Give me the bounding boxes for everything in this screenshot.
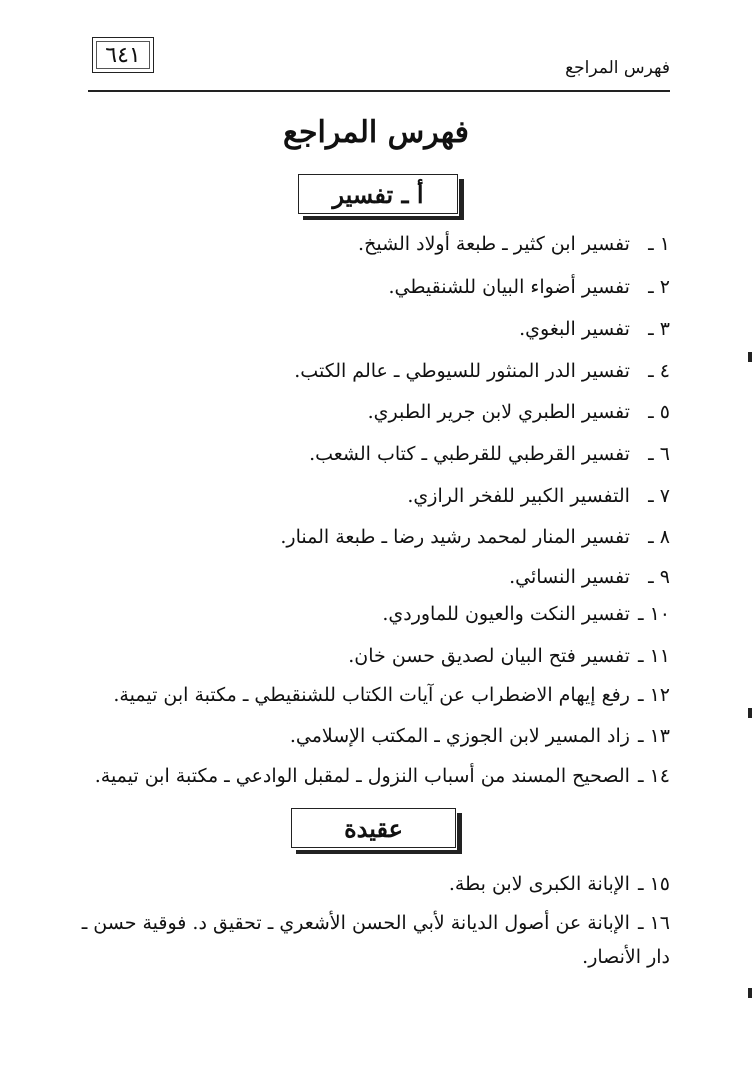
section-heading-label: أ ـ تفسير <box>332 179 424 209</box>
entry-number: ٩ ـ <box>648 566 670 588</box>
reference-entry <box>80 906 670 974</box>
entry-number: ٣ ـ <box>648 318 670 340</box>
entry-number: ١٣ ـ <box>637 725 670 747</box>
entry-text: تفسير ابن كثير ـ طبعة أولاد الشيخ. <box>358 233 630 255</box>
entry-number: ٢ ـ <box>648 276 670 298</box>
entry-text: رفع إيهام الاضطراب عن آيات الكتاب للشنقيطي ـ مكتبة ابن تيمية. <box>113 684 630 706</box>
entry-number: ١٦ ـ <box>637 912 670 934</box>
reference-entry <box>388 273 670 301</box>
entry-text: تفسير فتح البيان لصديق حسن خان. <box>348 645 630 667</box>
page-number-text: ٦٤١ <box>105 42 141 68</box>
entry-number: ٦ ـ <box>648 443 670 465</box>
section-heading-label: عقيدة <box>344 813 403 843</box>
entry-text: تفسير النسائي. <box>509 566 630 588</box>
entry-number: ١ ـ <box>648 233 670 255</box>
reference-entry <box>348 642 670 670</box>
reference-entry <box>290 722 670 750</box>
running-header: فهرس المراجع <box>565 58 670 78</box>
reference-entry <box>509 563 670 591</box>
section-heading-aqeeda <box>291 808 456 848</box>
entry-number: ٨ ـ <box>648 526 670 548</box>
reference-entry <box>382 600 670 628</box>
reference-entry <box>294 357 670 385</box>
entry-text: زاد المسير لابن الجوزي ـ المكتب الإسلامي. <box>289 725 630 747</box>
entry-text: تفسير المنار لمحمد رشيد رضا ـ طبعة المنار. <box>280 526 630 548</box>
entry-number: ٤ ـ <box>648 360 670 382</box>
reference-entry <box>113 681 670 709</box>
entry-text: الإبانة عن أصول الديانة لأبي الحسن الأشعري ـ تحقيق د. فوقية حسن ـ دار الأنصار. <box>81 912 670 968</box>
entry-text: تفسير البغوي. <box>519 318 630 340</box>
entry-text: الإبانة الكبرى لابن بطة. <box>448 873 630 895</box>
margin-mark <box>748 988 752 998</box>
margin-mark <box>748 708 752 718</box>
page-number <box>92 37 154 73</box>
entry-number: ١٥ ـ <box>637 873 670 895</box>
header-rule <box>88 90 670 92</box>
entry-number: ١٠ ـ <box>637 603 670 625</box>
entry-text: تفسير أضواء البيان للشنقيطي. <box>388 276 630 298</box>
entry-text: تفسير النكت والعيون للماوردي. <box>382 603 630 625</box>
reference-entry <box>407 482 670 510</box>
entry-number: ٧ ـ <box>648 485 670 507</box>
entry-number: ١١ ـ <box>637 645 670 667</box>
margin-mark <box>748 352 752 362</box>
entry-text: تفسير القرطبي للقرطبي ـ كتاب الشعب. <box>309 443 630 465</box>
entry-number: ١٤ ـ <box>637 765 670 787</box>
reference-entry <box>95 762 670 790</box>
reference-entry <box>280 523 670 551</box>
entry-text: تفسير الطبري لابن جرير الطبري. <box>367 401 630 423</box>
entry-text: تفسير الدر المنثور للسيوطي ـ عالم الكتب. <box>294 360 630 382</box>
entry-text: التفسير الكبير للفخر الرازي. <box>407 485 630 507</box>
reference-entry <box>519 315 670 343</box>
reference-entry <box>449 870 670 898</box>
entry-text: الصحيح المسند من أسباب النزول ـ لمقبل الوادعي ـ مكتبة ابن تيمية. <box>94 765 630 787</box>
reference-entry <box>368 398 670 426</box>
entry-number: ١٢ ـ <box>637 684 670 706</box>
page-title: فهرس المراجع <box>282 115 469 150</box>
reference-entry <box>309 440 670 468</box>
reference-entry <box>358 230 670 258</box>
entry-number: ٥ ـ <box>648 401 670 423</box>
section-heading-tafsir <box>298 174 458 214</box>
